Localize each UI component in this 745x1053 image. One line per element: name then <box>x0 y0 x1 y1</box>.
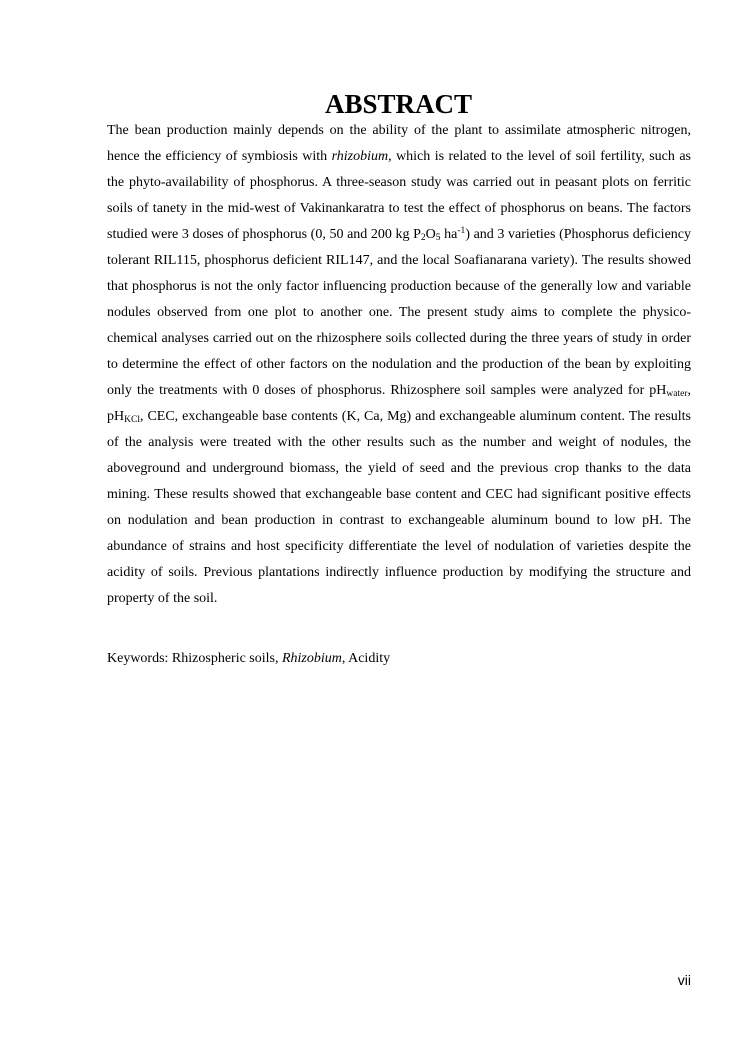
abstract-text: , CEC, exchangeable base contents (K, Ca, Mg) and exchangeable aluminum content. The results of the analysis were treated with the other results such as the number and weight of nodules, the aboveground and underground biomass, the yield of seed and the previous crop thanks to the data mining. These results showed that exchangeable base content and CEC had significant positive effects on nodulation and bean production in contrast to exchangeable aluminum bound to low pH. The abundance of strains and host specificity differentiate the level of nodulation of varieties despite the acidity of soils. Previous plantations indirectly influence production by modifying the structure and property of the soil. <box>107 409 691 606</box>
abstract-paragraph <box>107 118 691 612</box>
subscript: 5 <box>435 233 441 243</box>
keywords-prefix: Keywords: Rhizospheric soils, <box>107 651 282 666</box>
page-number: vii <box>677 972 691 988</box>
subscript: 2 <box>420 233 426 243</box>
keywords-suffix: , Acidity <box>341 651 391 666</box>
superscript: -1 <box>457 226 466 236</box>
abstract-text: O <box>425 227 436 242</box>
abstract-text: The bean production mainly depends on the ability of the plant to assimilate atmospheric nitrogen, hence the efficiency of symbiosis with <box>107 123 691 164</box>
subscript: KCl <box>124 415 140 425</box>
abstract-text: ) and 3 varieties (Phosphorus deficiency tolerant RIL115, phosphorus deficient RIL147, and the local Soafianarana variety). The results showed that phosphorus is not the only factor influencing production because of the generally low and variable nodules observed from one plot to another one. The present study aims to complete the physico-chemical analyses carried out on the rhizosphere soils collected during the three years of study in order to determine the effect of other factors on the nodulation and the production of the bean by exploiting only the treatments with 0 doses of phosphorus. Rhizosphere soil samples were analyzed for pH <box>107 227 691 398</box>
abstract-text: ha <box>440 227 458 242</box>
abstract-text: , pH <box>107 383 691 424</box>
keyword-rhizobium: Rhizobium <box>281 651 342 666</box>
keywords-line <box>107 646 691 672</box>
page-title: ABSTRACT <box>324 89 473 119</box>
rhizobium-term: rhizobium <box>331 149 389 164</box>
abstract-text: , which is related to the level of soil fertility, such as the phyto-availability of phosphorus. A three-season study was carried out in peasant plots on ferritic soils of tanety in the mid-west of Vakinankaratra to test the effect of phosphorus on beans. The factors studied were 3 doses of phosphorus (0, 50 and 200 kg P <box>107 149 691 242</box>
subscript: water <box>666 389 688 399</box>
